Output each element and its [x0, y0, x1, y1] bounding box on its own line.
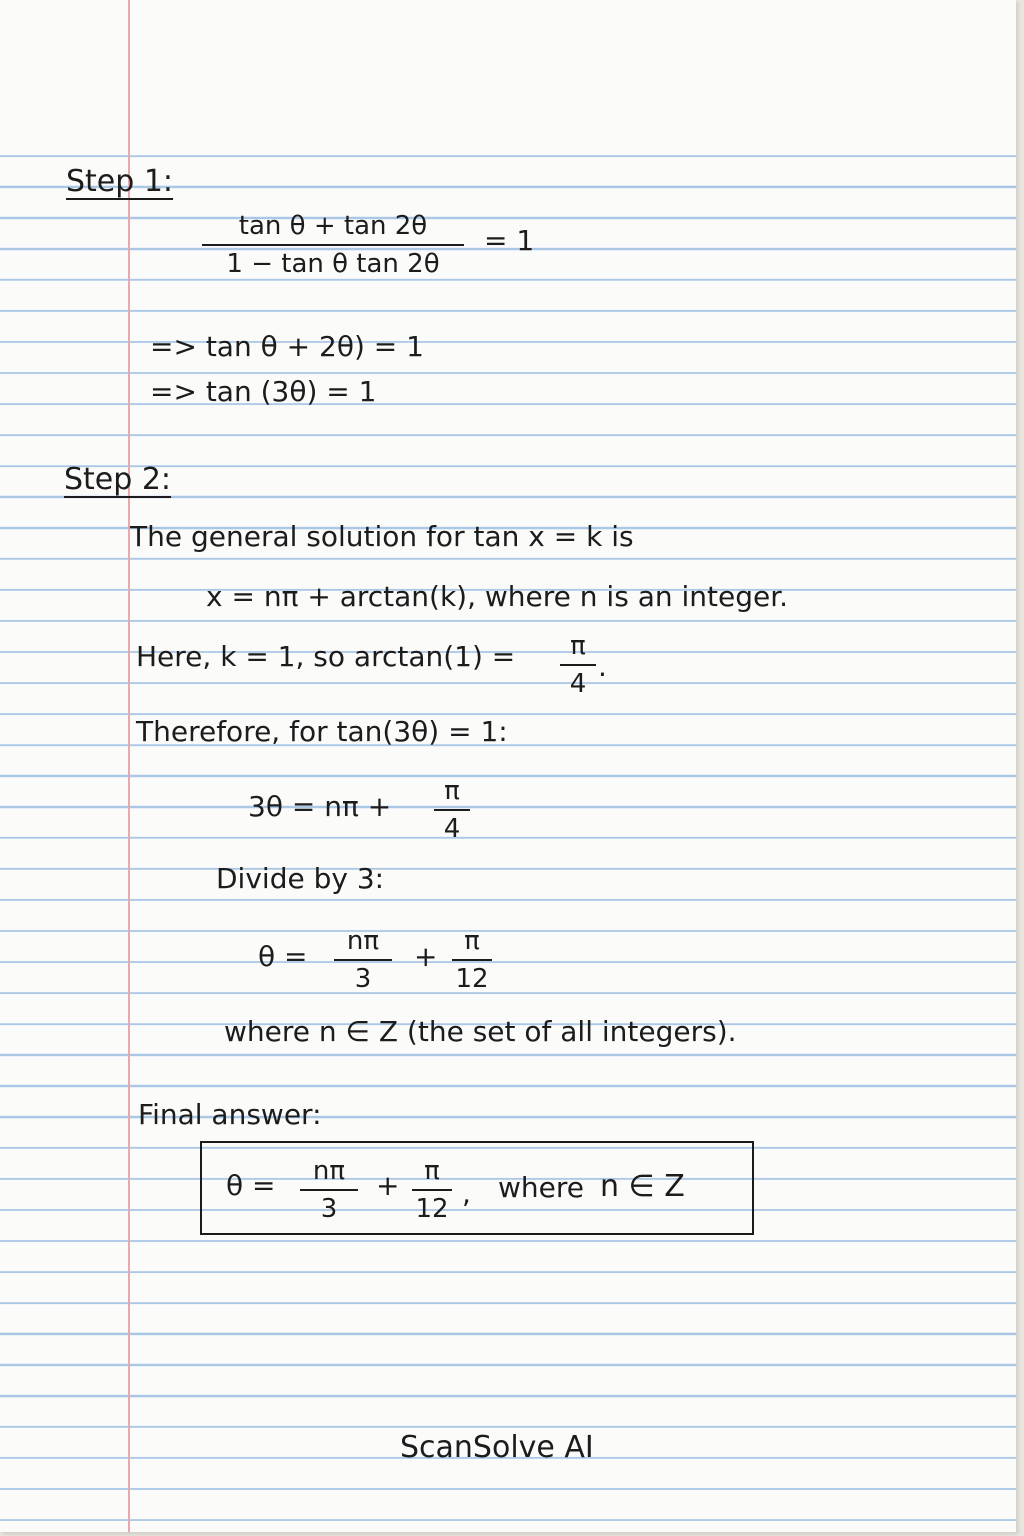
step1-numerator: tan θ + tan 2θ [238, 211, 428, 241]
four-denominator: 4 [443, 814, 461, 844]
npi-numerator: nπ [312, 1156, 346, 1186]
four-denominator: 4 [569, 669, 587, 699]
fraction-bar [434, 809, 470, 811]
where-set-text: where n ∈ Z (the set of all integers). [224, 1015, 737, 1048]
fraction-bar [452, 959, 492, 961]
brand-footer: ScanSolve AI [400, 1430, 594, 1465]
pi-over-4-fraction [560, 630, 596, 700]
final-where: where [498, 1171, 584, 1204]
fraction-bar [202, 244, 464, 246]
pi-over-4-fraction-2 [434, 775, 470, 845]
fraction-bar [334, 959, 392, 961]
general-formula: x = nπ + arctan(k), where n is an integer. [206, 580, 789, 613]
final-npi-over-3 [300, 1155, 358, 1225]
final-n-in-z: n ∈ Z [600, 1169, 685, 1204]
general-solution-text: The general solution for tan x = k is [130, 520, 634, 553]
twelve-denominator: 12 [455, 964, 489, 994]
here-text: Here, k = 1, so arctan(1) = [136, 640, 516, 673]
twelve-denominator: 12 [415, 1194, 449, 1224]
final-label: Final answer: [138, 1098, 322, 1131]
npi-over-3-fraction [334, 925, 392, 995]
period: . [598, 650, 607, 683]
three-denominator: 3 [354, 964, 372, 994]
three-denominator: 3 [320, 1194, 338, 1224]
pi-numerator: π [464, 926, 480, 956]
final-plus: + [376, 1169, 400, 1202]
step1-fraction [202, 210, 464, 280]
final-pi-over-12 [412, 1155, 452, 1225]
pi-numerator: π [424, 1156, 440, 1186]
pi-over-12-fraction [452, 925, 492, 995]
fraction-bar [412, 1189, 452, 1191]
divide-text: Divide by 3: [216, 862, 385, 895]
fraction-bar [300, 1189, 358, 1191]
theta-eq: θ = [258, 940, 308, 973]
pi-numerator: π [444, 776, 460, 806]
final-answer-box [200, 1141, 754, 1235]
final-comma: , [462, 1177, 471, 1210]
npi-numerator: nπ [346, 926, 380, 956]
step1-denominator: 1 − tan θ tan 2θ [226, 249, 440, 279]
step1-line2: => tan (3θ) = 1 [150, 375, 377, 408]
final-theta-eq: θ = [226, 1169, 276, 1202]
fraction-bar [560, 664, 596, 666]
pi-numerator: π [570, 631, 586, 661]
step1-rhs: = 1 [484, 224, 535, 257]
margin-line [128, 0, 130, 1532]
step1-line1: => tan θ + 2θ) = 1 [150, 330, 424, 363]
eq3-lhs: 3θ = nπ + [248, 790, 392, 823]
therefore-text: Therefore, for tan(3θ) = 1: [136, 715, 508, 748]
step1-heading: Step 1: [66, 164, 174, 199]
plus-sign: + [414, 940, 438, 973]
step2-heading: Step 2: [64, 462, 172, 497]
